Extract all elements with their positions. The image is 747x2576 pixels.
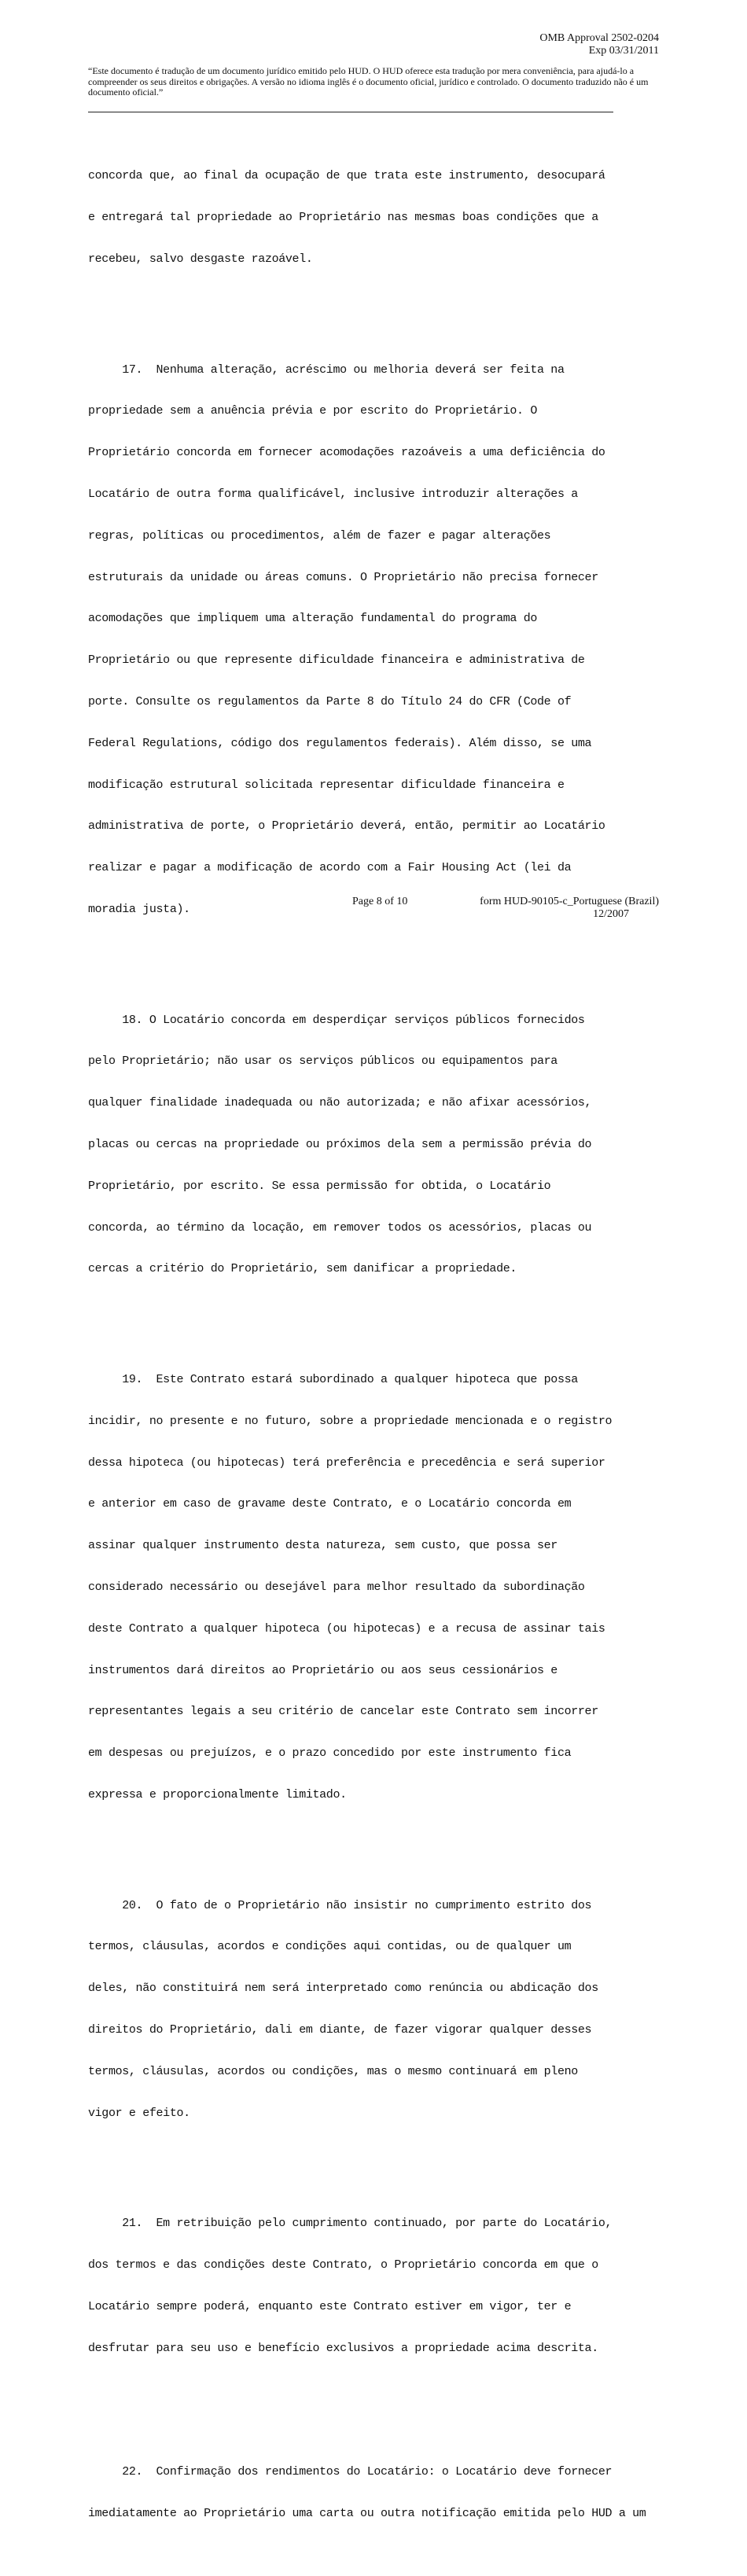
translation-disclaimer: “Este documento é tradução de um documento jurídico emitido pelo HUD. O HUD oferece esta tradução por mera conveniência, para ajudá-lo a compreender os seus direitos e obrigações. A versão no idioma inglês é o documento oficial, jurídico e controlado. O documento traduzido não é um documento oficial.”: [88, 65, 649, 98]
paragraph-18: [88, 985, 662, 1304]
text-line: vigor e efeito.: [88, 2106, 190, 2120]
paragraph-16-continuation: [88, 142, 662, 294]
paragraph-20: [88, 1871, 662, 2147]
text-line: 21. Em retribuição pelo cumprimento continuado, por parte do Locatário,: [88, 2217, 613, 2231]
text-line: porte. Consulte os regulamentos da Parte 8 do Título 24 do CFR (Code of: [88, 694, 572, 708]
text-line: deles, não constituirá nem será interpretado como renúncia ou abdicação dos: [88, 1982, 598, 1996]
text-line: dessa hipoteca (ou hipotecas) terá preferência e precedência e será superior: [88, 1455, 605, 1470]
omb-approval-number: OMB Approval 2502-0204: [539, 32, 659, 44]
text-line: em despesas ou prejuízos, e o prazo concedido por este instrumento fica: [88, 1746, 572, 1761]
text-line: termos, cláusulas, acordos e condições aqui contidas, ou de qualquer um: [88, 1940, 572, 1954]
text-line: realizar e pagar a modificação de acordo com a Fair Housing Act (lei da: [88, 861, 572, 875]
text-line: desfrutar para seu uso e benefício exclusivos a propriedade acima descrita.: [88, 2341, 598, 2355]
text-line: modificação estrutural solicitada representar dificuldade financeira e: [88, 778, 565, 792]
text-line: expressa e proporcionalmente limitado.: [88, 1787, 347, 1801]
text-line: imediatamente ao Proprietário uma carta ou outra notificação emitida pelo HUD a um: [88, 2506, 646, 2520]
text-line: e entregará tal propriedade ao Proprietário nas mesmas boas condições que a: [88, 211, 598, 225]
text-line: deste Contrato a qualquer hipoteca (ou hipotecas) e a recusa de assinar tais: [88, 1621, 605, 1636]
paragraph-19: [88, 1345, 662, 1830]
text-line: Proprietário concorda em fornecer acomodações razoáveis a uma deficiência do: [88, 446, 605, 460]
paragraph-22: [88, 2438, 662, 2548]
text-line: 18. O Locatário concorda em desperdiçar serviços públicos fornecidos: [88, 1013, 585, 1027]
text-line: direitos do Proprietário, dali em diante, de fazer vigorar qualquer desses: [88, 2022, 592, 2037]
page-number: Page 8 of 10: [352, 896, 408, 907]
text-line: termos, cláusulas, acordos ou condições, mas o mesmo continuará em pleno: [88, 2064, 578, 2078]
text-line: concorda que, ao final da ocupação de que trata este instrumento, desocupará: [88, 169, 605, 183]
paragraph-17: [88, 336, 662, 944]
form-date: 12/2007: [593, 908, 629, 920]
omb-expiration-date: Exp 03/31/2011: [588, 45, 659, 57]
text-line: placas ou cercas na propriedade ou próximos dela sem a permissão prévia do: [88, 1137, 592, 1151]
text-line: dos termos e das condições deste Contrato, o Proprietário concorda em que o: [88, 2258, 598, 2272]
text-line: Proprietário, por escrito. Se essa permissão for obtida, o Locatário: [88, 1179, 551, 1193]
text-line: 17. Nenhuma alteração, acréscimo ou melhoria deverá ser feita na: [88, 362, 565, 377]
text-line: representantes legais a seu critério de cancelar este Contrato sem incorrer: [88, 1705, 598, 1719]
text-line: regras, políticas ou procedimentos, além de fazer e pagar alterações: [88, 528, 551, 543]
document-body: [88, 114, 662, 2576]
omb-approval-header: [539, 32, 659, 57]
text-line: moradia justa).: [88, 902, 190, 916]
text-line: administrativa de porte, o Proprietário deverá, então, permitir ao Locatário: [88, 819, 605, 834]
text-line: estruturais da unidade ou áreas comuns. O Proprietário não precisa fornecer: [88, 570, 598, 584]
text-line: cercas a critério do Proprietário, sem danificar a propriedade.: [88, 1262, 517, 1276]
text-line: recebeu, salvo desgaste razoável.: [88, 252, 313, 266]
text-line: incidir, no presente e no futuro, sobre a propriedade mencionada e o registro: [88, 1414, 613, 1428]
text-line: 19. Este Contrato estará subordinado a qualquer hipoteca que possa: [88, 1373, 578, 1387]
text-line: e anterior em caso de gravame deste Contrato, e o Locatário concorda em: [88, 1497, 572, 1511]
text-line: Locatário de outra forma qualificável, inclusive introduzir alterações a: [88, 488, 578, 502]
text-line: 22. Confirmação dos rendimentos do Locatário: o Locatário deve fornecer: [88, 2464, 613, 2478]
text-line: Locatário sempre poderá, enquanto este Contrato estiver em vigor, ter e: [88, 2299, 572, 2313]
text-line: concorda, ao término da locação, em remover todos os acessórios, placas ou: [88, 1220, 592, 1235]
text-line: Proprietário ou que represente dificuldade financeira e administrativa de: [88, 653, 585, 668]
text-line: propriedade sem a anuência prévia e por escrito do Proprietário. O: [88, 404, 537, 418]
text-line: pelo Proprietário; não usar os serviços públicos ou equipamentos para: [88, 1054, 557, 1069]
form-name: form HUD-90105-c_Portuguese (Brazil): [480, 896, 659, 907]
form-identifier: [480, 896, 659, 921]
text-line: assinar qualquer instrumento desta natureza, sem custo, que possa ser: [88, 1539, 557, 1553]
text-line: considerado necessário ou desejável para melhor resultado da subordinação: [88, 1580, 585, 1594]
text-line: Federal Regulations, código dos regulamentos federais). Além disso, se uma: [88, 736, 592, 750]
text-line: qualquer finalidade inadequada ou não autorizada; e não afixar acessórios,: [88, 1096, 592, 1110]
text-line: 20. O fato de o Proprietário não insistir no cumprimento estrito dos: [88, 1898, 592, 1912]
text-line: instrumentos dará direitos ao Proprietário ou aos seus cessionários e: [88, 1663, 557, 1677]
paragraph-21: [88, 2189, 662, 2383]
text-line: acomodações que impliquem uma alteração fundamental do programa do: [88, 612, 537, 626]
